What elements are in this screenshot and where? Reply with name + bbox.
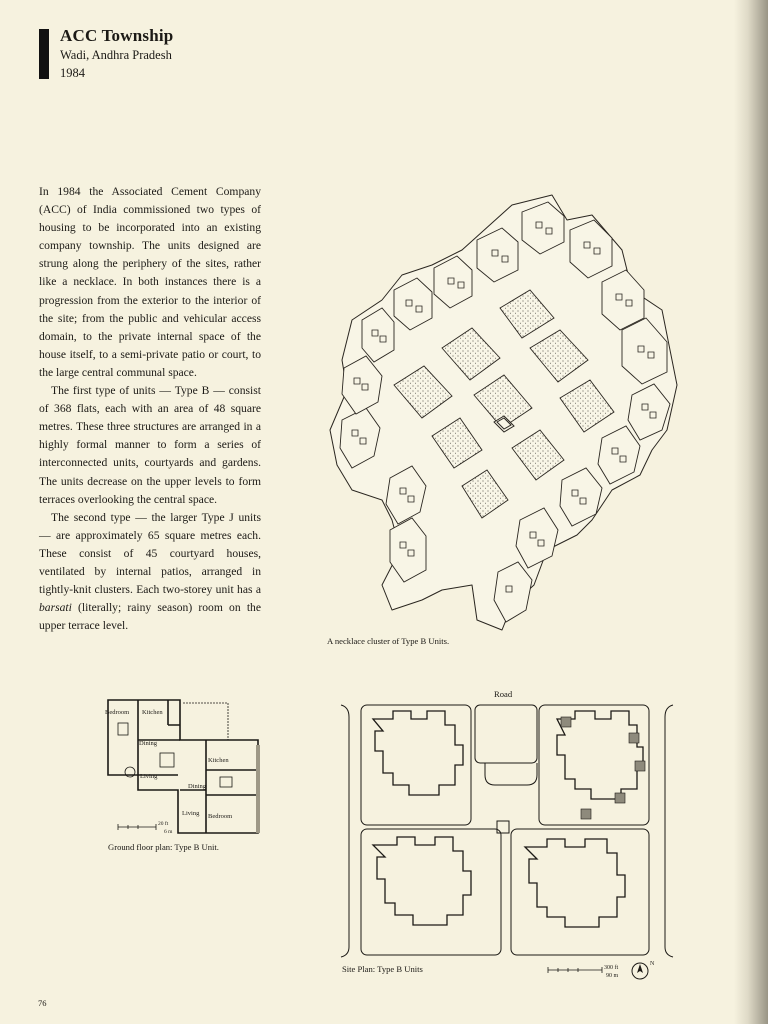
site-plan — [335, 697, 680, 959]
axonometric-drawing — [322, 190, 682, 635]
site-plan-scale-m: 90 m — [606, 973, 619, 979]
page-edge-shadow — [734, 0, 768, 1024]
north-label: N — [650, 961, 655, 967]
location-subtitle: Wadi, Andhra Pradesh — [60, 48, 172, 62]
site-plan-scale-bar — [540, 958, 660, 986]
axonometric-caption: A necklace cluster of Type B Units. — [327, 636, 450, 646]
room-label-bedroom-1: Bedroom — [105, 709, 130, 716]
title-marker-bar — [39, 29, 49, 79]
north-arrow-icon — [632, 963, 648, 979]
site-plan-road-label: Road — [494, 689, 513, 699]
site-plan-scale-ft: 300 ft — [604, 965, 619, 971]
site-plan-caption: Site Plan: Type B Units — [342, 964, 423, 974]
room-label-living-2: Living — [182, 810, 200, 817]
page-title: ACC Township — [60, 26, 174, 45]
floor-plan-scale-ft: 20 ft — [158, 821, 169, 827]
room-label-living-1: Living — [140, 773, 158, 780]
room-label-dining-1: Dining — [139, 740, 158, 747]
floor-plan-caption: Ground floor plan: Type B Unit. — [108, 842, 219, 852]
ground-floor-plan — [98, 695, 266, 840]
room-label-bedroom-2: Bedroom — [208, 813, 233, 820]
paragraph-2: The first type of units — Type B — consist of 368 flats, each with an area of 48 square metres. These three structures are arranged in a highly formal manner to form a series of interconnected units, courtyards and gardens. The units decrease on the upper levels to form terraces overlooking the central space. — [39, 384, 261, 506]
paragraph-3: The second type — the larger Type J units — are approximately 65 square metres each. These consist of 45 courtyard houses, ventilated by internal patios, arranged in tightly-knit clusters. Each two-storey unit has a barsati (literally; rainy season) room on the upper terrace level. — [39, 510, 261, 633]
page-number: 76 — [38, 998, 47, 1008]
barsati-term: barsati — [39, 601, 72, 615]
room-label-dining-2: Dining — [188, 783, 207, 790]
room-label-kitchen-1: Kitchen — [142, 709, 163, 716]
room-label-kitchen-2: Kitchen — [208, 757, 229, 764]
paragraph-1: In 1984 the Associated Cement Company (ACC) of India commissioned two types of housing to be incorporated into an existing company township. The units designed are strung along the periphery of the sites, rather like a necklace. In both instances there is a progression from the exterior to the interior of the site; from the public and vehicular access domain, to the private internal space of the house itself, to a semi-private patio or court, to the large central communal space. — [39, 185, 261, 379]
floor-plan-scale-m: 6 m — [164, 829, 173, 835]
project-year: 1984 — [60, 66, 85, 80]
body-text — [39, 183, 261, 635]
